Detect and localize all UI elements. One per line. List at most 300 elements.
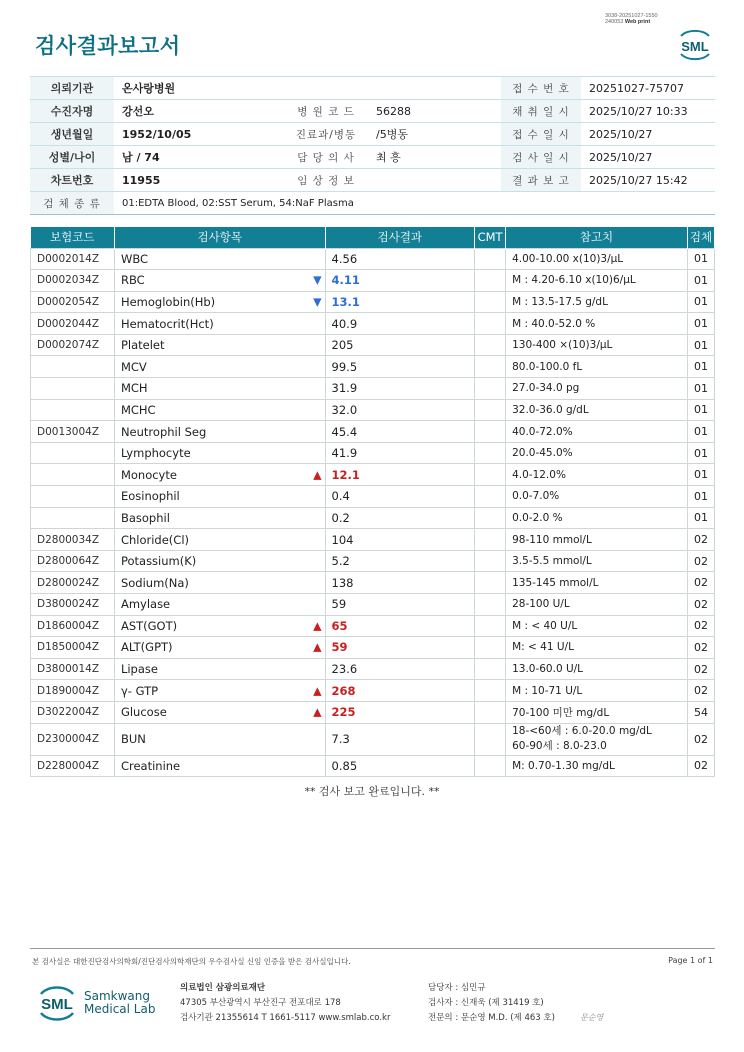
reference-range: [506, 334, 688, 356]
insurance-code: D3800024Z: [31, 594, 115, 616]
cmt-cell: [475, 334, 506, 356]
test-item: [114, 442, 325, 464]
test-result-value: 59: [331, 597, 347, 612]
test-result: [325, 421, 475, 443]
test-result: [325, 334, 475, 356]
specimen-code: 01: [687, 442, 714, 464]
reference-range: [506, 594, 688, 616]
reference-range: [506, 248, 688, 270]
doctor-signature: 문순영: [580, 1013, 604, 1022]
cmt-cell: [475, 680, 506, 702]
specimen-code: 02: [687, 680, 714, 702]
results-header-cell: 참고치: [506, 227, 688, 248]
info-value: 최 흥: [368, 146, 501, 169]
cmt-cell: [475, 507, 506, 529]
org-name: 의료법인 삼광의료재단: [180, 983, 266, 993]
specimen-code: 02: [687, 658, 714, 680]
test-result: [325, 594, 475, 616]
test-item: [114, 507, 325, 529]
test-result-value: 45.4: [331, 424, 358, 439]
test-item-label: AST(GOT): [120, 618, 178, 633]
info-label: 차트번호: [30, 169, 114, 192]
info-label: 채 취 일 시: [501, 100, 581, 123]
test-item-label: Potassium(K): [120, 554, 197, 569]
specimen-value: 01:EDTA Blood, 02:SST Serum, 54:NaF Plasma: [114, 192, 715, 215]
test-item-label: Sodium(Na): [120, 575, 189, 590]
info-value: /5병동: [368, 123, 501, 146]
reference-range-text: 4.00-10.00 x(10)3/μL: [512, 252, 624, 265]
org-info: [180, 981, 390, 1026]
specimen-code: 01: [687, 486, 714, 508]
test-result-value: 104: [331, 532, 354, 547]
print-meta-line1: 3038-20251027-1550: [605, 13, 658, 19]
insurance-code: D0002054Z: [31, 291, 115, 313]
reference-range-text: M : 10-71 U/L: [512, 684, 583, 697]
test-item-label: MCH: [120, 381, 148, 396]
high-arrow-icon: ▲: [313, 640, 322, 654]
results-table: [30, 227, 715, 777]
test-result: [325, 680, 475, 702]
test-result-value: 32.0: [331, 402, 358, 417]
specimen-code: 54: [687, 701, 714, 723]
info-label: 성별/나이: [30, 146, 114, 169]
info-value: [368, 77, 501, 100]
info-value: 11955: [114, 169, 284, 192]
results-header-cell: 검체: [687, 227, 714, 248]
print-meta-code: 240053: [605, 19, 624, 25]
insurance-code: D3022004Z: [31, 701, 115, 723]
table-row: [31, 701, 715, 723]
results-header-cell: 검사항목: [114, 227, 325, 248]
test-item: [114, 755, 325, 777]
insurance-code: D2280004Z: [31, 755, 115, 777]
test-result: [325, 529, 475, 551]
info-value: 2025/10/27 10:33: [581, 100, 715, 123]
report-complete-message: ** 검사 보고 완료입니다. **: [304, 785, 440, 798]
staff-doctor: 전문의 : 문순영 M.D. (제 463 호): [428, 1013, 555, 1023]
table-row: [31, 680, 715, 702]
info-label: [284, 77, 368, 100]
test-item: [114, 615, 325, 637]
test-result-value: 40.9: [331, 316, 358, 331]
test-item: [114, 421, 325, 443]
info-label: 생년월일: [30, 123, 114, 146]
test-result: [325, 248, 475, 270]
test-item: [114, 723, 325, 755]
cmt-cell: [475, 701, 506, 723]
reference-range-text: 32.0-36.0 g/dL: [512, 403, 589, 416]
table-row: [31, 464, 715, 486]
insurance-code: [31, 464, 115, 486]
cmt-cell: [475, 550, 506, 572]
insurance-code: [31, 486, 115, 508]
reference-range: [506, 507, 688, 529]
insurance-code: D0013004Z: [31, 421, 115, 443]
brand-line2: Medical Lab: [84, 1002, 156, 1016]
test-result-value: 205: [331, 338, 354, 353]
reference-range-text: 28-100 U/L: [512, 598, 570, 611]
test-result-value: 99.5: [331, 359, 358, 374]
table-row: [31, 658, 715, 680]
table-row: [31, 313, 715, 335]
info-value: 56288: [368, 100, 501, 123]
test-item: [114, 334, 325, 356]
test-result-value: 23.6: [331, 662, 358, 677]
reference-range-text: M : 40.0-52.0 %: [512, 317, 596, 330]
info-label: 임 상 정 보: [284, 169, 368, 192]
test-item-label: Basophil: [120, 510, 170, 525]
cmt-cell: [475, 378, 506, 400]
test-result: [325, 313, 475, 335]
sml-footer-logo-icon: [35, 980, 79, 1024]
reference-range: [506, 615, 688, 637]
cmt-cell: [475, 615, 506, 637]
specimen-code: 02: [687, 615, 714, 637]
cmt-cell: [475, 270, 506, 292]
specimen-code: 01: [687, 507, 714, 529]
table-row: [31, 529, 715, 551]
test-result: [325, 507, 475, 529]
test-result-value: 13.1: [331, 294, 360, 309]
reference-range: [506, 755, 688, 777]
test-item: [114, 572, 325, 594]
table-row: [31, 486, 715, 508]
low-arrow-icon: ▼: [313, 295, 322, 309]
cmt-cell: [475, 658, 506, 680]
reference-range-text: M : < 40 U/L: [512, 619, 578, 632]
specimen-row: [30, 192, 715, 215]
test-item: [114, 486, 325, 508]
test-item-label: ALT(GPT): [120, 640, 173, 655]
info-value: [368, 169, 501, 192]
brand-line1: Samkwang: [84, 989, 150, 1003]
info-value: 강선오: [114, 100, 284, 123]
specimen-code: 02: [687, 594, 714, 616]
specimen-code: 01: [687, 356, 714, 378]
table-row: [31, 615, 715, 637]
table-row: [31, 572, 715, 594]
test-result-value: 138: [331, 575, 354, 590]
test-result: [325, 442, 475, 464]
specimen-code: 01: [687, 334, 714, 356]
reference-range: [506, 572, 688, 594]
reference-range: [506, 421, 688, 443]
info-row: [30, 146, 715, 169]
test-item-label: RBC: [120, 273, 145, 288]
org-contact: 검사기관 21355614 T 1661-5117 www.smlab.co.kr: [180, 1013, 391, 1023]
insurance-code: D2800064Z: [31, 550, 115, 572]
specimen-code: 01: [687, 378, 714, 400]
results-header-cell: 보험코드: [31, 227, 115, 248]
reference-range: [506, 680, 688, 702]
reference-range-text: M : 4.20-6.10 x(10)6/μL: [512, 274, 636, 287]
test-item-label: Lymphocyte: [120, 446, 191, 461]
info-row: [30, 169, 715, 192]
reference-range: [506, 291, 688, 313]
insurance-code: D1890004Z: [31, 680, 115, 702]
test-result: [325, 723, 475, 755]
reference-range-text-2: 60-90세 : 8.0-23.0: [512, 740, 607, 753]
reference-range: [506, 378, 688, 400]
cmt-cell: [475, 529, 506, 551]
reference-range-text: 13.0-60.0 U/L: [512, 663, 584, 676]
specimen-code: 02: [687, 572, 714, 594]
insurance-code: D2800034Z: [31, 529, 115, 551]
page-title: 검사결과보고서: [35, 34, 181, 58]
staff-tester: 검사자 : 신재욱 (제 31419 호): [428, 998, 544, 1008]
test-item-label: Creatinine: [120, 758, 181, 773]
specimen-code: 02: [687, 529, 714, 551]
info-label: 검 사 일 시: [501, 146, 581, 169]
test-result-value: 225: [331, 705, 356, 720]
test-item-label: Glucose: [120, 705, 167, 720]
specimen-code: 01: [687, 464, 714, 486]
info-row: [30, 100, 715, 123]
test-item-label: Lipase: [120, 662, 158, 677]
page-number: Page 1 of 1: [668, 956, 713, 965]
specimen-code: 01: [687, 270, 714, 292]
info-value: 1952/10/05: [114, 123, 284, 146]
results-header-cell: 검사결과: [325, 227, 475, 248]
print-meta: [605, 13, 658, 25]
logo-bot-text: SML: [41, 996, 73, 1013]
certification-text: 본 검사실은 대한진단검사의학회/진단검사의학재단의 우수검사실 신임 인증을 받은 검사실입니다.: [32, 957, 351, 966]
cmt-cell: [475, 723, 506, 755]
test-item: [114, 356, 325, 378]
test-item: [114, 701, 325, 723]
staff-charge: 담당자 : 심민규: [428, 983, 486, 993]
info-label: 의뢰기관: [30, 77, 114, 100]
table-row: [31, 378, 715, 400]
test-item-label: MCHC: [120, 402, 156, 417]
brand-name: [84, 990, 155, 1016]
reference-range: [506, 550, 688, 572]
insurance-code: D0002074Z: [31, 334, 115, 356]
reference-range-text: 135-145 mmol/L: [512, 576, 599, 589]
cmt-cell: [475, 442, 506, 464]
insurance-code: D0002044Z: [31, 313, 115, 335]
test-result-value: 268: [331, 683, 356, 698]
test-result-value: 0.4: [331, 489, 350, 504]
test-item: [114, 464, 325, 486]
info-row: [30, 77, 715, 100]
results-header-cell: CMT: [475, 227, 506, 248]
test-result-value: 41.9: [331, 446, 358, 461]
footer-divider: [30, 948, 715, 949]
cmt-cell: [475, 356, 506, 378]
info-value: 남 / 74: [114, 146, 284, 169]
table-row: [31, 442, 715, 464]
specimen-code: 01: [687, 291, 714, 313]
test-item-label: BUN: [120, 731, 146, 746]
test-item-label: Hematocrit(Hct): [120, 316, 214, 331]
low-arrow-icon: ▼: [313, 273, 322, 287]
info-label: 병 원 코 드: [284, 100, 368, 123]
insurance-code: D0002014Z: [31, 248, 115, 270]
reference-range-text: 20.0-45.0%: [512, 447, 573, 460]
high-arrow-icon: ▲: [313, 684, 322, 698]
test-result: [325, 550, 475, 572]
test-item: [114, 658, 325, 680]
test-result-value: 5.2: [331, 554, 350, 569]
reference-range-text: 80.0-100.0 fL: [512, 360, 583, 373]
insurance-code: D3800014Z: [31, 658, 115, 680]
insurance-code: D2800024Z: [31, 572, 115, 594]
test-result: [325, 755, 475, 777]
reference-range-text: 70-100 미만 mg/dL: [512, 706, 610, 719]
test-item: [114, 248, 325, 270]
test-item-label: Chloride(Cl): [120, 532, 189, 547]
specimen-code: 02: [687, 723, 714, 755]
info-label: 수진자명: [30, 100, 114, 123]
high-arrow-icon: ▲: [313, 468, 322, 482]
specimen-code: 01: [687, 399, 714, 421]
reference-range-text: 4.0-12.0%: [512, 468, 566, 481]
test-item: [114, 550, 325, 572]
insurance-code: D2300004Z: [31, 723, 115, 755]
test-result: [325, 356, 475, 378]
logo-top-text: SML: [681, 39, 709, 54]
info-label: 진료과/병동: [284, 123, 368, 146]
test-item: [114, 399, 325, 421]
cmt-cell: [475, 248, 506, 270]
insurance-code: D1850004Z: [31, 637, 115, 659]
test-item: [114, 637, 325, 659]
cmt-cell: [475, 572, 506, 594]
specimen-code: 01: [687, 248, 714, 270]
table-row: [31, 755, 715, 777]
reference-range-text: M: 0.70-1.30 mg/dL: [512, 759, 615, 772]
reference-range-text: M: < 41 U/L: [512, 641, 574, 654]
test-result: [325, 572, 475, 594]
info-row: [30, 123, 715, 146]
test-result: [325, 637, 475, 659]
reference-range-text: M : 13.5-17.5 g/dL: [512, 295, 608, 308]
test-item-label: MCV: [120, 359, 147, 374]
table-row: [31, 356, 715, 378]
cmt-cell: [475, 291, 506, 313]
reference-range: [506, 313, 688, 335]
test-item-label: Monocyte: [120, 467, 177, 482]
reference-range-text: 40.0-72.0%: [512, 425, 573, 438]
reference-range-text: 0.0-7.0%: [512, 490, 560, 503]
test-item-label: Eosinophil: [120, 489, 180, 504]
test-item-label: Neutrophil Seg: [120, 424, 207, 439]
test-item-label: Amylase: [120, 597, 171, 612]
test-result-value: 7.3: [331, 731, 350, 746]
insurance-code: [31, 378, 115, 400]
reference-range-text: 130-400 ×(10)3/μL: [512, 339, 613, 352]
reference-range: [506, 701, 688, 723]
test-item: [114, 270, 325, 292]
test-result: [325, 291, 475, 313]
cmt-cell: [475, 637, 506, 659]
test-item-label: Hemoglobin(Hb): [120, 294, 216, 309]
test-item: [114, 378, 325, 400]
print-meta-web: Web print: [624, 19, 651, 25]
high-arrow-icon: ▲: [313, 619, 322, 633]
info-label: 접 수 번 호: [501, 77, 581, 100]
test-result-value: 0.85: [331, 758, 358, 773]
insurance-code: [31, 356, 115, 378]
test-item-label: WBC: [120, 251, 149, 266]
table-row: [31, 291, 715, 313]
sml-logo-icon: [675, 27, 715, 61]
test-result: [325, 378, 475, 400]
cmt-cell: [475, 755, 506, 777]
test-result-value: 4.56: [331, 251, 358, 266]
specimen-code: 02: [687, 637, 714, 659]
insurance-code: [31, 507, 115, 529]
cmt-cell: [475, 421, 506, 443]
table-row: [31, 334, 715, 356]
test-item-label: Platelet: [120, 338, 165, 353]
reference-range: [506, 399, 688, 421]
reference-range-text: 27.0-34.0 pg: [512, 382, 580, 395]
reference-range: [506, 442, 688, 464]
specimen-code: 02: [687, 755, 714, 777]
test-result: [325, 486, 475, 508]
table-row: [31, 248, 715, 270]
insurance-code: [31, 442, 115, 464]
test-result: [325, 399, 475, 421]
test-item-label: γ- GTP: [120, 683, 159, 698]
reference-range-text: 98-110 mmol/L: [512, 533, 592, 546]
insurance-code: [31, 399, 115, 421]
info-label: 접 수 일 시: [501, 123, 581, 146]
test-item: [114, 680, 325, 702]
specimen-code: 02: [687, 550, 714, 572]
reference-range: [506, 486, 688, 508]
table-row: [31, 270, 715, 292]
test-item: [114, 529, 325, 551]
test-item: [114, 291, 325, 313]
info-value: 20251027-75707: [581, 77, 715, 100]
table-row: [31, 723, 715, 755]
test-result-value: 0.2: [331, 510, 350, 525]
test-result-value: 65: [331, 618, 348, 633]
test-result-value: 31.9: [331, 381, 358, 396]
cmt-cell: [475, 464, 506, 486]
info-value: 2025/10/27: [581, 146, 715, 169]
insurance-code: D0002034Z: [31, 270, 115, 292]
table-row: [31, 421, 715, 443]
test-result-value: 12.1: [331, 467, 360, 482]
table-row: [31, 399, 715, 421]
test-result: [325, 270, 475, 292]
reference-range: [506, 356, 688, 378]
reference-range: [506, 529, 688, 551]
high-arrow-icon: ▲: [313, 705, 322, 719]
test-item: [114, 594, 325, 616]
info-value: 2025/10/27 15:42: [581, 169, 715, 192]
reference-range: [506, 270, 688, 292]
cmt-cell: [475, 594, 506, 616]
test-result-value: 4.11: [331, 273, 360, 288]
reference-range: [506, 637, 688, 659]
cmt-cell: [475, 313, 506, 335]
test-result: [325, 701, 475, 723]
reference-range-text: 18-<60세 : 6.0-20.0 mg/dL: [512, 725, 652, 738]
insurance-code: D1860004Z: [31, 615, 115, 637]
test-result-value: 59: [331, 640, 348, 655]
cmt-cell: [475, 486, 506, 508]
specimen-label: 검 체 종 류: [30, 192, 114, 215]
test-result: [325, 464, 475, 486]
info-label: 담 당 의 사: [284, 146, 368, 169]
org-address: 47305 부산광역시 부산진구 전포대로 178: [180, 998, 341, 1008]
reference-range: [506, 464, 688, 486]
